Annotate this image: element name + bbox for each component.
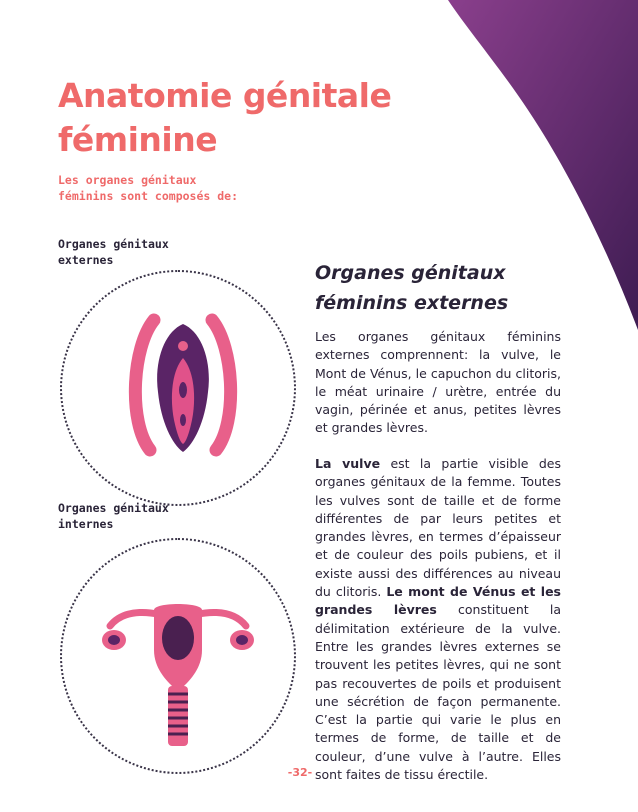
bold-vulva: La vulve xyxy=(315,456,381,471)
section-title-line-2: féminins externes xyxy=(315,292,509,314)
page-title xyxy=(58,74,391,162)
label-external-line-1: Organes génitaux xyxy=(58,237,169,251)
external-organs-illustration xyxy=(60,270,296,506)
bold-mont-de-venus: Le mont de Vénus et les grandes lèvres xyxy=(315,584,561,618)
page-title-line-1: Anatomie génitale xyxy=(58,76,392,115)
label-internal-line-1: Organes génitaux xyxy=(58,501,169,515)
section-title-line-1: Organes génitaux xyxy=(315,262,506,284)
subtitle-line-1: Les organes génitaux xyxy=(58,173,197,187)
page-number: -32- xyxy=(287,766,313,779)
paragraph-external-organs: Les organes génitaux féminins externes comprennent: la vulve, le Mont de Vénus, le capuchon du clitoris, le méat urinaire / urètre, entrée du vagin, périnée et anus, petites lèvres et grandes lèvres. xyxy=(315,329,561,436)
label-external-organs xyxy=(58,236,169,268)
vulva-icon xyxy=(62,272,293,503)
internal-organs-illustration xyxy=(60,538,296,774)
page-title-line-2: féminine xyxy=(58,120,218,159)
paragraph-vulva xyxy=(315,455,561,784)
label-internal-line-2: internes xyxy=(58,517,114,531)
section-title xyxy=(315,258,508,318)
uterus-icon xyxy=(62,540,293,771)
label-external-line-2: externes xyxy=(58,253,114,267)
label-internal-organs xyxy=(58,500,169,532)
subtitle-line-2: féminins sont composés de: xyxy=(58,189,239,203)
vulva-text-1: est la partie visible des organes génitaux de la femme. Toutes les vulves sont de taille et de forme différentes de par leurs petites et grandes lèvres, en termes d’épaisseur et de couleur des poils pubiens, et il existe aussi des différences au niveau du clitoris. xyxy=(315,456,561,600)
vulva-text-2: constituent la délimitation extérieure de la vulve. Entre les grandes lèvres externes se trouvent les petites lèvres, qui ne sont pas recouvertes de poils et produisent une sécrétion de façon permanente. C’est la partie qui varie le plus en termes de forme, de taille et de couleur, d’une vulve à l’autre. Elles sont faites de tissu érectile. xyxy=(315,602,561,783)
page-subtitle xyxy=(58,172,238,204)
